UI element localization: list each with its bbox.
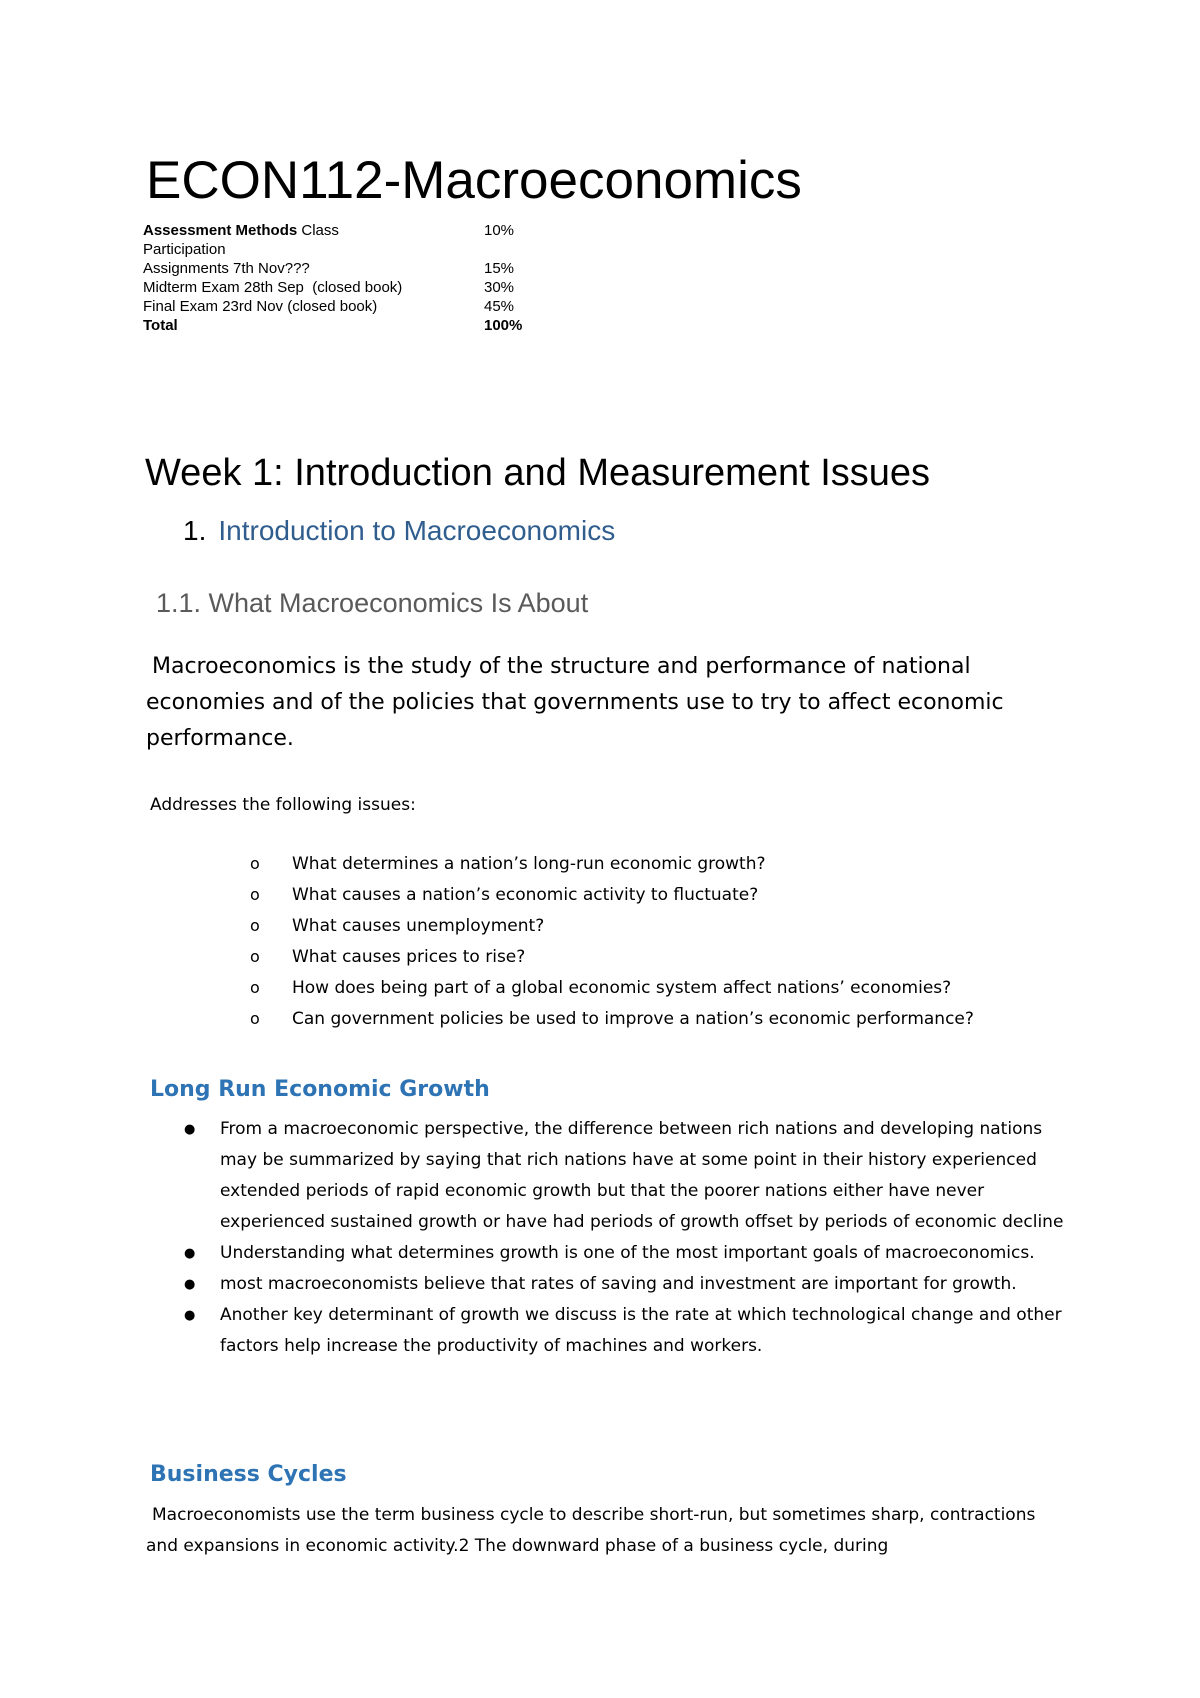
section-number: 1.: [183, 515, 207, 546]
list-item: o What causes unemployment?: [250, 916, 545, 936]
circle-bullet-icon: o: [250, 947, 260, 966]
bullet-icon: ●: [184, 1277, 196, 1292]
assessment-percent: 45%: [484, 298, 515, 315]
list-item: o What determines a nation’s long-run economic growth?: [250, 854, 766, 874]
document-title: ECON112-Macroeconomics: [146, 151, 802, 210]
circle-bullet-icon: o: [250, 978, 260, 997]
assessment-label: Midterm Exam 28th Sep (closed book): [143, 279, 403, 296]
assessment-percent: 10%: [484, 222, 515, 239]
assessment-percent: 15%: [484, 260, 515, 277]
section-heading: [183, 513, 615, 549]
assessment-label: Assignments 7th Nov???: [143, 260, 310, 277]
issues-list: [250, 852, 974, 1038]
circle-bullet-icon: o: [250, 854, 260, 873]
circle-bullet-icon: o: [250, 916, 260, 935]
circle-bullet-icon: o: [250, 885, 260, 904]
definition-paragraph: Macroeconomics is the study of the structure and performance of national economies and of the policies that governments use to try to affect economic performance.: [146, 654, 1004, 751]
assessment-label: Final Exam 23rd Nov (closed book): [143, 298, 378, 315]
addresses-intro: Addresses the following issues:: [150, 795, 416, 815]
assessment-total-percent: 100%: [484, 317, 523, 334]
list-item: ● Understanding what determines growth is one of the most important goals of macroeconomics.: [180, 1238, 1080, 1269]
long-run-growth-heading: Long Run Economic Growth: [150, 1077, 490, 1102]
list-item: ● From a macroeconomic perspective, the difference between rich nations and developing nations may be summarized by saying that rich nations have at some point in their history experienced extended periods of rapid economic growth but that the poorer nations either have never experienced sustained growth or have had periods of growth offset by periods of economic decline: [180, 1114, 1080, 1238]
week-heading: Week 1: Introduction and Measurement Issues: [145, 452, 931, 494]
assessment-heading: Assessment Methods: [143, 222, 298, 239]
bullet-icon: ●: [184, 1246, 196, 1261]
assessment-label: Class Participation: [143, 222, 339, 258]
assessment-total-label: Total: [143, 317, 178, 334]
section-title: Introduction to Macroeconomics: [218, 515, 616, 546]
list-item: ● Another key determinant of growth we discuss is the rate at which technological change and other factors help increase the productivity of machines and workers.: [180, 1300, 1080, 1362]
list-item: o What causes prices to rise?: [250, 947, 526, 967]
circle-bullet-icon: o: [250, 1009, 260, 1028]
growth-points-list: [180, 1114, 1080, 1362]
bullet-icon: ●: [184, 1308, 196, 1323]
list-item: o What causes a nation’s economic activity to fluctuate?: [250, 885, 759, 905]
business-cycles-heading: Business Cycles: [150, 1462, 347, 1487]
bullet-icon: ●: [184, 1122, 196, 1137]
list-item: ● most macroeconomists believe that rates of saving and investment are important for growth.: [180, 1269, 1080, 1300]
business-cycles-paragraph: Macroeconomists use the term business cycle to describe short-run, but sometimes sharp, contractions and expansions in economic activity.2 The downward phase of a business cycle, during: [146, 1505, 1036, 1556]
list-item: o How does being part of a global economic system affect nations’ economies?: [250, 978, 952, 998]
subsection-heading: 1.1. What Macroeconomics Is About: [156, 588, 589, 618]
assessment-percent: 30%: [484, 279, 515, 296]
list-item: o Can government policies be used to improve a nation’s economic performance?: [250, 1009, 974, 1029]
